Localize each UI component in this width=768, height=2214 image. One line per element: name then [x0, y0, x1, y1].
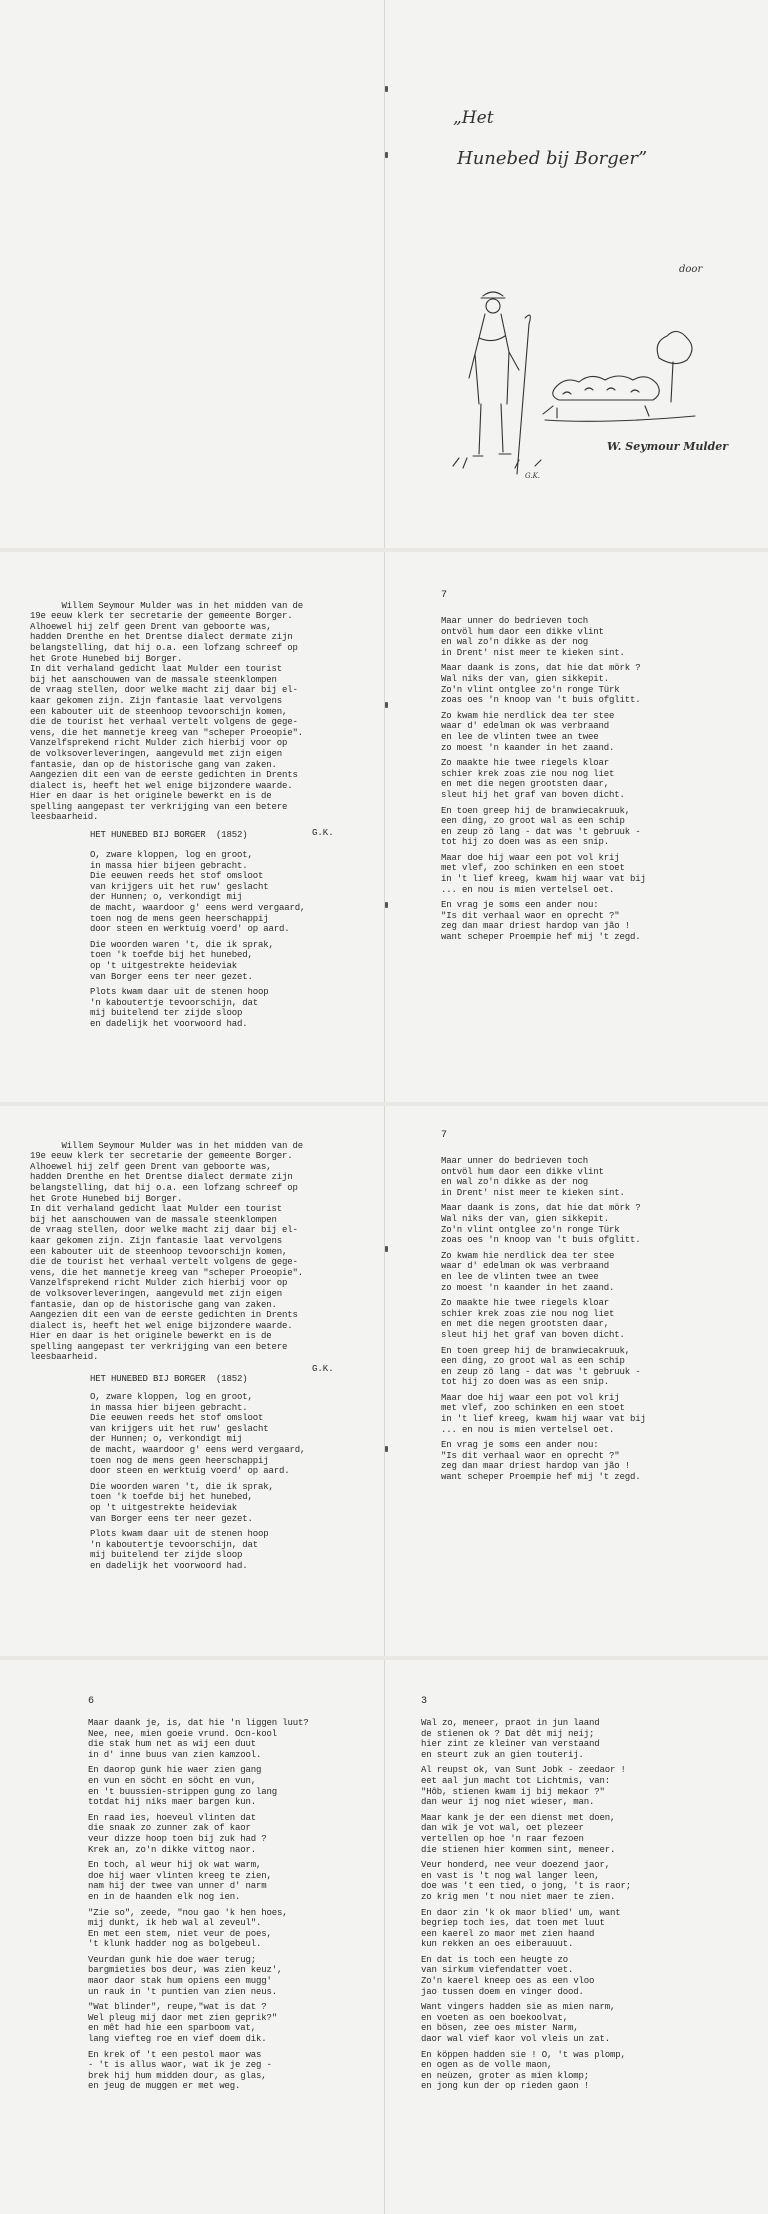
cover-title-line2: Hunebed bij Borger” — [457, 148, 648, 169]
stanza: Maar unner do bedrieven toch ontvöl hum daor een dikke vlint en wal zo'n dikke as der nog in Drent' nist meer te kieken sint. — [441, 616, 625, 658]
stanza: En raad ies, hoeveul vlinten dat die snaak zo zunner zak of kaor veur dizze hoop toen bij zuk had ? Krek an, zo'n dikke vittog naor. — [88, 1812, 267, 1855]
stanza: Veur honderd, nee veur doezend jaor, en vast is 't nog wal langer leen, doe was 't een tied, o jong, 't is raor; zo krig men 't nou niet maer te zien. — [421, 1860, 632, 1902]
stanza: Maar doe hij waar een pot vol krij met vlef, zoo schinken en een stoet in 't lief kreeg, kwam hij waar vat bij ... en nou is mien vertelsel oet. — [441, 852, 646, 895]
spread-2 — [0, 1106, 768, 1656]
stanza: Veurdan gunk hie doe waer terug; bargmieties bos deur, was zien keuz', maor daor stak hum opiens een mugg' un rauk in 't puntien van zien neus. — [88, 1954, 283, 1997]
page-6 — [0, 1660, 384, 2214]
poem-year: (1852) — [216, 1374, 248, 1384]
page-number: 6 — [88, 1696, 95, 1707]
poem-year: (1852) — [216, 830, 248, 840]
poem-title: HET HUNEBED BIJ BORGER — [90, 1374, 206, 1384]
cover-author-signature: W. Seymour Mulder — [607, 440, 729, 453]
stanza: Zo kwam hie nerdlick dea ter stee waar d' edelman ok was verbraand en lee de vlinten twee an twee zo moest 'n kaander in het zaand. — [441, 1250, 615, 1293]
stanza: Maar unner do bedrieven toch ontvöl hum daor een dikke vlint en wal zo'n dikke as der nog in Drent' nist meer te kieken sint. — [441, 1156, 625, 1198]
page-3-text — [421, 1718, 631, 2092]
stanza: Maar kank je der een dienst met doen, dan wik je vot wal, oet plezeer vertellen op hoe 'n raar fezoen die stienen hier kommen sint, meneer. — [421, 1812, 616, 1855]
intro-initials: G.K. — [312, 1364, 334, 1374]
shepherd-sketch-illustration — [445, 278, 705, 498]
stanza: En toen greep hij de branwiecakruuk, een ding, zo groot wal as een schip en zeup zö lang - dat was 't gebruuk - tot hij zo doen was as een snip. — [441, 805, 641, 848]
cover-strip — [0, 0, 768, 548]
cover-title-line1: „Het — [453, 108, 494, 128]
poem-title: HET HUNEBED BIJ BORGER — [90, 830, 206, 840]
page-7-text — [441, 616, 646, 943]
stanza: Die woorden waren 't, die ik sprak, toen 'k toefde bij het hunebed, op 't uitgestrekte heideviak van Borger eens ter neer gezet. — [90, 1481, 274, 1524]
spread-1 — [0, 552, 768, 1102]
stanza: Zo maakte hie twee riegels kloar schier krek zoas zie nou nog liet en met die negen grootsten daar, sleut hij het graf van boven dicht. — [441, 758, 625, 800]
stanza: O, zware kloppen, log en groot, in massa hier bijeen gebracht. Die eeuwen reeds het stof omsloot van krijgers uit het ruw' geslacht der Hunnen; o, verkondigt mij de macht, waardoor g' eens werd vergaard, toen nog de mens geen heerschappij door steen en werktuig voerd' op aard. — [90, 850, 306, 935]
stanza: En vrag je soms een ander nou: "Is dit verhaal waor en oprecht ?" zeg dan maar driest hardop van jão ! want scheper Proempie hef mij 't zegd. — [441, 1440, 641, 1483]
intro-paragraph-2: In dit verhaland gedicht laat Mulder een tourist bij het aanschouwen van de massale steenklompen de vraag stellen, door welke macht zij daar bij el- kaar gekomen zijn. Zijn fantasie laat vervolgens een kabouter uit de steenhoop tevoorschijn komen, die de tourist het verhaal vertelt volgens de gege- vens, die het mannetje kreeg van "scheper Proeopie". Vanzelfsprekend richt Mulder zich hierbij voor op de volksoverleveringen, aangevuld met zijn eigen fantasie, dan op de historische gang van zaken. Aangezien dit een van de eerste gedichten in Drents dialect is, heeft het wel enige bijzondere waarde. Hier en daar is het originele bewerkt en is de spelling aangepast ter verkrijging van een betere leesbaarheid. — [30, 664, 304, 823]
page-number: 7 — [441, 590, 448, 601]
stanza: En köppen hadden sie ! O, 't was plomp, en ogen as de volle maon, en neùzen, groter as mien klomp; en jong kun der op rieden gaon ! — [421, 2049, 626, 2092]
stanza: En vrag je soms een ander nou: "Is dit verhaal waor en oprecht ?" zeg dan maar driest hardop van jão ! want scheper Proempie hef mij 't zegd. — [441, 900, 641, 943]
stanza: Maar daank je, is, dat hie 'n liggen luut? Nee, nee, mien goeie vrund. Ocn-kool die stak hum net as wij een duut in d' inne buus van zien kamzool. — [88, 1718, 309, 1760]
stanza: Maar daank is zons, dat hie dat mörk ? Wal niks der van, gien sikkepit. Zo'n vlint ontglee zo'n ronge Türk zoas oes 'n knoop van 't buis ofglitt. — [441, 1203, 641, 1246]
stanza: Die woorden waren 't, die ik sprak, toen 'k toefde bij het hunebed, op 't uitgestrekte heideviak van Borger eens ter neer gezet. — [90, 939, 274, 982]
binding-hole — [385, 902, 388, 908]
stanza: Maar doe hij waar een pot vol krij met vlef, zoo schinken en een stoet in 't lief kreeg, kwam hij waar vat bij ... en nou is mien vertelsel oet. — [441, 1392, 646, 1435]
page-number: 7 — [441, 1130, 448, 1141]
stanza: En daor zin 'k ok maor blied' um, want begriep toch ies, dat toen met luut een kaerel zo maor met zien haand kun rekken an oes eiberauuut. — [421, 1907, 621, 1950]
cover-artist-initials: G.K. — [525, 472, 541, 480]
page-number: 3 — [421, 1696, 428, 1707]
intro-paragraph-1: Willem Seymour Mulder was in het midden van de 19e eeuw klerk ter secretarie der gemeente Borger. Alhoewel hij zelf geen Drent van geboorte was, hadden Drenthe en het Drentse dialect dermate zijn belangstelling, dat hij o.a. een lofzang schreef op het Grote Hunebed bij Borger. — [30, 600, 304, 664]
stanza: "Zie so", zeede, "nou gao 'k hen hoes, mij dunkt, ik heb wal al zeveul". En met een stem, niet veur de poes, 't klunk hadder nog as bolgebeul. — [88, 1907, 288, 1950]
stanza: Want vingers hadden sie as mien narm, en voeten as oen boekoolvat, en bösen, zee oes mister Narm, daor wal vief kaor vol vleis un zat. — [421, 2002, 616, 2045]
intro-text — [30, 590, 303, 823]
page-3 — [384, 1660, 768, 2214]
intro-initials: G.K. — [312, 828, 334, 838]
spread-3 — [0, 1660, 768, 2214]
stanza: Zo maakte hie twee riegels kloar schier krek zoas zie nou nog liet en met die negen grootsten daar, sleut hij het graf van boven dicht. — [441, 1298, 625, 1340]
poem-heading — [90, 1374, 248, 1385]
stanza: En dat is toch een heugte zo van sirkum viefendattег voet. Zo'n kaerel kneep oes as een vloo jao tussen doem en vinger dood. — [421, 1954, 595, 1997]
cover-by: door — [679, 264, 703, 275]
stanza: Plots kwam daar uit de stenen hoop 'n kaboutertje tevoorschijn, dat mij buitelend ter zijde sloop en dadelijk het voorwoord had. — [90, 1529, 269, 1571]
stanza: O, zware kloppen, log en groot, in massa hier bijeen gebracht. Die eeuwen reeds het stof omsloot van krijgers uit het ruw' geslacht der Hunnen; o, verkondigt mij de macht, waardoor g' eens werd vergaard, toen nog de mens geen heerschappij door steen en werktuig voerd' op aard. — [90, 1392, 306, 1477]
stanza: Plots kwam daar uit de stenen hoop 'n kaboutertje tevoorschijn, dat mij buitelend ter zijde sloop en dadelijk het voorwoord had. — [90, 987, 269, 1029]
binding-hole — [385, 86, 388, 92]
stanza: Al reupst ok, van Sunt Jobk - zeedaor ! eet aal jun macht tot Lichtmis, van: "Hôb, stienen kwam ij bij mekaor ?" dan weur ij nog niet wieser, man. — [421, 1765, 626, 1808]
binding-hole — [385, 1246, 388, 1252]
page-6-text — [88, 1718, 309, 2092]
cover-page — [384, 0, 768, 548]
poem-text — [90, 1392, 305, 1572]
intro-page-copy — [0, 1106, 384, 1656]
page-7 — [384, 552, 768, 1102]
intro-text — [30, 1130, 303, 1363]
poem-text — [90, 850, 305, 1030]
stanza: En toch, al weur hij ok wat warm, doe hij waer vlinten kreeg te zien, nam hij der twee van unner d' narm en in de haanden elk nog ien. — [88, 1860, 272, 1902]
binding-hole — [385, 1446, 388, 1452]
intro-paragraph-1: Willem Seymour Mulder was in het midden van de 19e eeuw klerk ter secretarie der gemeente Borger. Alhoewel hij zelf geen Drent van geboorte was, hadden Drenthe en het Drentse dialect dermate zijn belangstelling, dat hij o.a. een lofzang schreef op het Grote Hunebed bij Borger. — [30, 1140, 304, 1204]
page-7-text — [441, 1156, 646, 1483]
blank-back-page — [0, 0, 384, 548]
poem-heading — [90, 830, 248, 841]
stanza: "Wat blinder", reupe,"wat is dat ? Wel pleug mij daor met zien geprik?" en mêt had hie een sparboom vat, lang viefteg roe en vief doem dik. — [88, 2002, 278, 2045]
page-7-copy — [384, 1106, 768, 1656]
stanza: Maar daank is zons, dat hie dat mörk ? Wal niks der van, gien sikkepit. Zo'n vlint ontglee zo'n ronge Türk zoas oes 'n knoop van 't buis ofglitt. — [441, 663, 641, 706]
stanza: Zo kwam hie nerdlick dea ter stee waar d' edelman ok was verbraand en lee de vlinten twee an twee zo moest 'n kaander in het zaand. — [441, 710, 615, 753]
stanza: En toen greep hij de branwiecakruuk, een ding, zo groot wal as een schip en zeup zö lang - dat was 't gebruuk - tot hij zo doen was as een snip. — [441, 1345, 641, 1388]
stanza: Wal zo, meneer, praot in jun laand de stienen ok ? Dat dêt mij neij; hier zint ze kleiner van verstaand en steurt zuk an gien touterij. — [421, 1718, 600, 1760]
stanza: En daorop gunk hie waer zien gang en vun en söcht en söcht en vun, en 't buussien-strippen gung zo lang totdat hij niks maer bargen kun. — [88, 1765, 278, 1808]
stanza: En krek of 't een pestol maor was - 't is allus waor, wat ik je zeg - brek hij hum midden dour, as glas, en jeug de muggen er met weg. — [88, 2049, 272, 2092]
intro-page — [0, 552, 384, 1102]
intro-paragraph-2: In dit verhaland gedicht laat Mulder een tourist bij het aanschouwen van de massale steenklompen de vraag stellen, door welke macht zij daar bij el- kaar gekomen zijn. Zijn fantasie laat vervolgens een kabouter uit de steenhoop tevoorschijn komen, die de tourist het verhaal vertelt volgens de gege- vens, die het mannetje kreeg van "scheper Proeopie". Vanzelfsprekend richt Mulder zich hierbij voor op de volksoverleveringen, aangevuld met zijn eigen fantasie, dan op de historische gang van zaken. Aangezien dit een van de eerste gedichten in Drents dialect is, heeft het wel enige bijzondere waarde. Hier en daar is het originele bewerkt en is de spelling aangepast ter verkrijging van een betere leesbaarheid. — [30, 1204, 304, 1363]
binding-hole — [385, 702, 388, 708]
binding-hole — [385, 152, 388, 158]
